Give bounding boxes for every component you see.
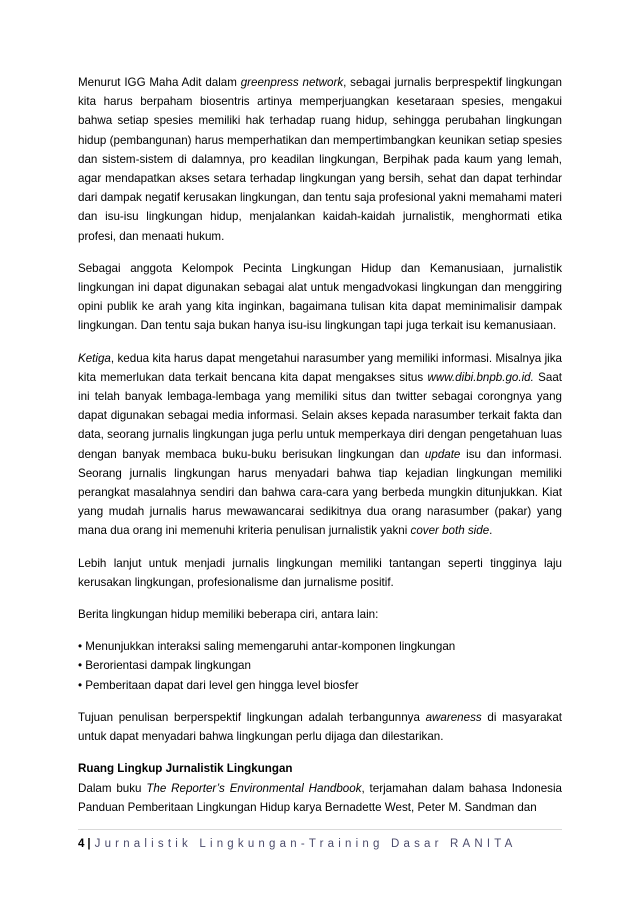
paragraph: Sebagai anggota Kelompok Pecinta Lingkungan Hidup dan Kemanusiaan, jurnalistik lingkungan ini dapat digunakan sebagai alat untuk mengadvokasi lingkungan dan menggiring opini publik ke arah yang kita inginkan, bagaimana tulisan kita dapat meminimalisir dampak lingkungan. Dan tentu saja bukan hanya isu-isu lingkungan tapi juga terkait isu kemanusiaan. bbox=[78, 261, 562, 333]
italic-text: Ketiga bbox=[78, 351, 111, 365]
paragraph: Dalam buku The Reporter’s Environmental Handbook, terjamahan dalam bahasa Indonesia Panduan Pemberitaan Lingkungan Hidup karya Bernadette West, Peter M. Sandman dan bbox=[78, 781, 562, 814]
footer-separator: | bbox=[87, 838, 91, 850]
italic-text: awareness bbox=[425, 710, 482, 724]
footer-title: Jurnalistik Lingkungan-Training Dasar RANITA bbox=[94, 838, 517, 850]
italic-text: update bbox=[424, 447, 461, 461]
page-number: 4 bbox=[78, 838, 85, 850]
list-item: • Berorientasi dampak lingkungan bbox=[78, 659, 251, 673]
italic-text: www.dibi.bnpb.go.id. bbox=[427, 370, 534, 384]
italic-text: greenpress network bbox=[240, 76, 344, 89]
paragraph: Tujuan penulisan berperspektif lingkungan adalah terbangunnya awareness di masyarakat untuk dapat menyadari bahwa lingkungan perlu dijaga dan dilestarikan. bbox=[78, 710, 563, 744]
footer-divider bbox=[78, 829, 562, 830]
paragraph: Menurut IGG Maha Adit dalam greenpress network, sebagai jurnalis berprespektif lingkungan kita harus berpaham biosentris artinya memperjuangkan kesetaraan spesies, mengakui bahwa setiap spesies memiliki hak terhadap ruang hidup, sehingga perubahan lingkungan hidup (pembangunan) harus memperhatikan dan mempertimbangkan keunikan setiap spesies dan sistem-sistem di dalamnya, pro keadilan lingkungan, Berpihak pada kaum yang lemah, agar mendapatkan akses setara terhadap lingkungan yang bersih, sehat dan dapat terhindar dari dampak negatif kerusakan lingkungan, dan tentu saja profesional yakni memahami materi dan isu-isu lingkungan hidup, menjalankan kaidah-kaidah jurnalistik, menghormati etika profesi, dan menaati hukum. bbox=[78, 76, 562, 243]
italic-text: cover both side bbox=[410, 524, 490, 538]
list-item: • Pemberitaan dapat dari level gen hingga level biosfer bbox=[78, 678, 359, 692]
bullet-list bbox=[78, 637, 562, 695]
section-heading: Ruang Lingkup Jurnalistik Lingkungan bbox=[78, 762, 293, 776]
paragraph: Berita lingkungan hidup memiliki beberapa ciri, antara lain: bbox=[78, 608, 379, 622]
italic-text: The Reporter’s Environmental Handbook bbox=[146, 781, 362, 795]
paragraph: Ketiga, kedua kita harus dapat mengetahui narasumber yang memiliki informasi. Misalnya jika kita memerlukan data terkait bencana kita dapat mengakses situs www.dibi.bnpb.go.id. Saat ini telah banyak lembaga-lembaga yang memiliki situs dan twitter sebagai corongnya yang dapat digunakan sebagai media informasi. Selain akses kepada narasumber terkait fakta dan data, seorang jurnalis lingkungan juga perlu untuk memperkaya diri dengan pengetahuan luas dengan banyak membaca buku-buku berisukan lingkungan dan update isu dan informasi. Seorang jurnalis lingkungan harus menyadari bahwa tiap kejadian lingkungan memiliki perangkat masalahnya sendiri dan bahwa cara-cara yang berbeda mungkin ditunjukkan. Kiat yang mudah jurnalis harus mewawancarai sedikitnya dua orang narasumber (pakar) yang mana dua orang ini memenuhi kriteria penulisan jurnalistik yakni cover both side. bbox=[78, 351, 562, 538]
paragraph: Lebih lanjut untuk menjadi jurnalis lingkungan memiliki tantangan seperti tingginya laju kerusakan lingkungan, profesionalisme dan jurnalisme positif. bbox=[78, 556, 562, 589]
list-item: • Menunjukkan interaksi saling memengaruhi antar-komponen lingkungan bbox=[78, 640, 456, 654]
page-body bbox=[78, 73, 562, 817]
page-footer bbox=[78, 836, 562, 852]
